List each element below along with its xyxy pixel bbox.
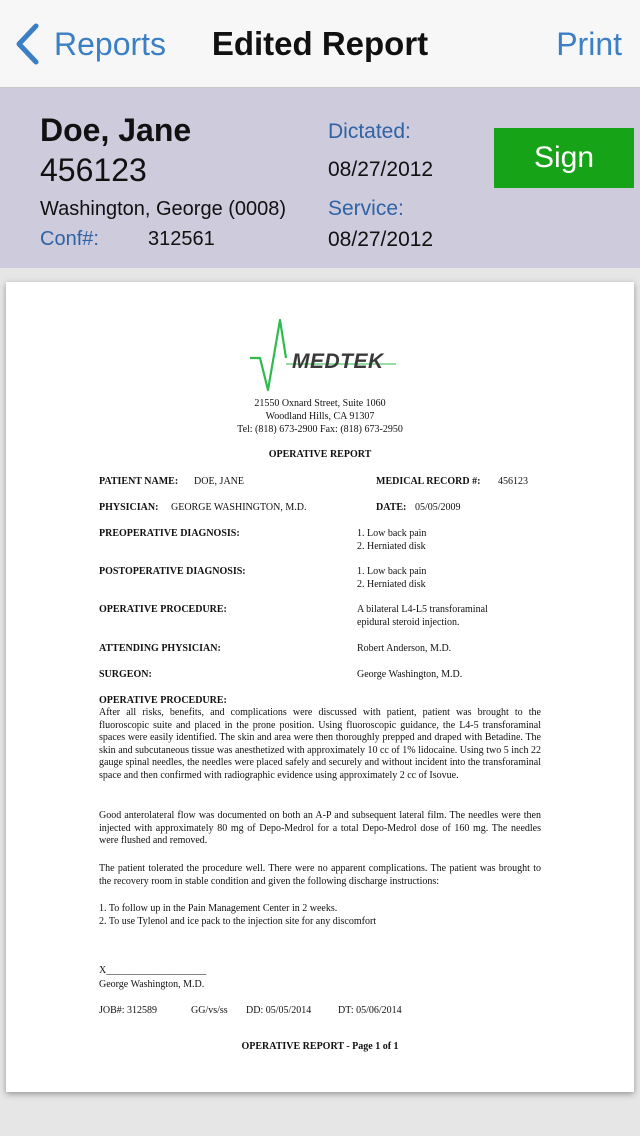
physician-value: GEORGE WASHINGTON, M.D. xyxy=(171,502,307,513)
sign-button[interactable]: Sign xyxy=(494,128,634,188)
navigation-bar xyxy=(0,0,640,88)
signature-line: X____________________ xyxy=(99,965,207,976)
preop-item: 1. Low back pain xyxy=(357,528,427,539)
logo-text: MEDTEK xyxy=(292,350,384,373)
procedure-line: epidural steroid injection. xyxy=(357,617,460,628)
document-page xyxy=(6,282,634,1092)
service-date: 08/27/2012 xyxy=(328,228,434,251)
dictated-label: Dictated: xyxy=(328,120,411,143)
procedure-paragraph: Good anterolateral flow was documented on both an A-P and subsequent lateral film. The needles were then injected with approximately 80 mg of Depo-Medrol for a total Depo-Medrol dose of 160 mg. The needles were flushed and removed. xyxy=(99,810,541,847)
instruction-item: 2. To use Tylenol and ice pack to the injection site for any discomfort xyxy=(99,916,377,927)
medical-record-label: MEDICAL RECORD #: xyxy=(376,476,481,487)
date-value: 05/05/2009 xyxy=(415,502,461,513)
transcription-initials: GG/vs/ss xyxy=(191,1005,228,1016)
patient-name-label: PATIENT NAME: xyxy=(99,476,179,487)
medical-record-value: 456123 xyxy=(498,476,528,487)
contact-line: Tel: (818) 673-2900 Fax: (818) 673-2950 xyxy=(237,424,403,435)
job-number: JOB#: 312589 xyxy=(99,1005,158,1016)
page-title: Edited Report xyxy=(211,25,429,62)
transcribed-date-doc: DT: 05/06/2014 xyxy=(338,1005,402,1016)
instruction-item: 1. To follow up in the Pain Management Center in 2 weeks. xyxy=(99,903,338,914)
preop-label: PREOPERATIVE DIAGNOSIS: xyxy=(99,528,240,539)
dictated-date-doc: DD: 05/05/2014 xyxy=(246,1005,312,1016)
service-label: Service: xyxy=(328,197,404,220)
conf-value: 312561 xyxy=(148,228,215,250)
date-label: DATE: xyxy=(376,502,407,513)
signature-name: George Washington, M.D. xyxy=(99,979,205,990)
postop-item: 1. Low back pain xyxy=(357,566,427,577)
attending-label: ATTENDING PHYSICIAN: xyxy=(99,643,221,654)
preop-item: 2. Herniated disk xyxy=(357,541,426,552)
address-line-1: 21550 Oxnard Street, Suite 1060 xyxy=(254,398,386,409)
report-title: OPERATIVE REPORT xyxy=(268,449,372,460)
print-button[interactable]: Print xyxy=(556,26,622,62)
postop-item: 2. Herniated disk xyxy=(357,579,426,590)
surgeon-value: George Washington, M.D. xyxy=(357,669,463,680)
back-button-label: Reports xyxy=(54,25,167,62)
page-footer: OPERATIVE REPORT - Page 1 of 1 xyxy=(241,1041,399,1052)
procedure-paragraph: After all risks, benefits, and complications were discussed with patient, patient was brought to the fluoroscopic suite and placed in the prone position. Using fluoroscopic guidance, the L4-5 transforaminal spaces were easily identified. The skin and area were then thoroughly prepped and draped with Betadine. The skin and subcutaneous tissue was anesthetized with approximately 10 cc of 1% lidocaine. Using two 5 inch 22 gauge spinal needles, the needles were placed safely and securely and without incident into the transforaminal space and then confirmed with radiographic evidence using approximately 2 cc of Isovue. xyxy=(99,707,541,781)
physician-name: Washington, George (0008) xyxy=(40,198,287,220)
procedure-paragraph: The patient tolerated the procedure well. There were no apparent complications. The patient was brought to the recovery room in stable condition and given the following discharge instructions: xyxy=(99,863,541,887)
conf-label: Conf#: xyxy=(40,228,99,250)
surgeon-label: SURGEON: xyxy=(99,669,152,680)
address-line-2: Woodland Hills, CA 91307 xyxy=(265,411,375,422)
patient-header xyxy=(0,88,640,268)
document-viewer[interactable] xyxy=(0,268,640,1136)
patient-name-value: DOE, JANE xyxy=(194,476,244,487)
physician-label: PHYSICIAN: xyxy=(99,502,159,513)
procedure-heading: OPERATIVE PROCEDURE: xyxy=(99,695,227,706)
dictated-date: 08/27/2012 xyxy=(328,158,434,181)
patient-name: Doe, Jane xyxy=(40,112,192,148)
procedure-label: OPERATIVE PROCEDURE: xyxy=(99,604,227,615)
attending-value: Robert Anderson, M.D. xyxy=(357,643,452,654)
procedure-line: A bilateral L4-L5 transforaminal xyxy=(357,604,488,615)
patient-mrn: 456123 xyxy=(40,152,147,188)
postop-label: POSTOPERATIVE DIAGNOSIS: xyxy=(99,566,246,577)
